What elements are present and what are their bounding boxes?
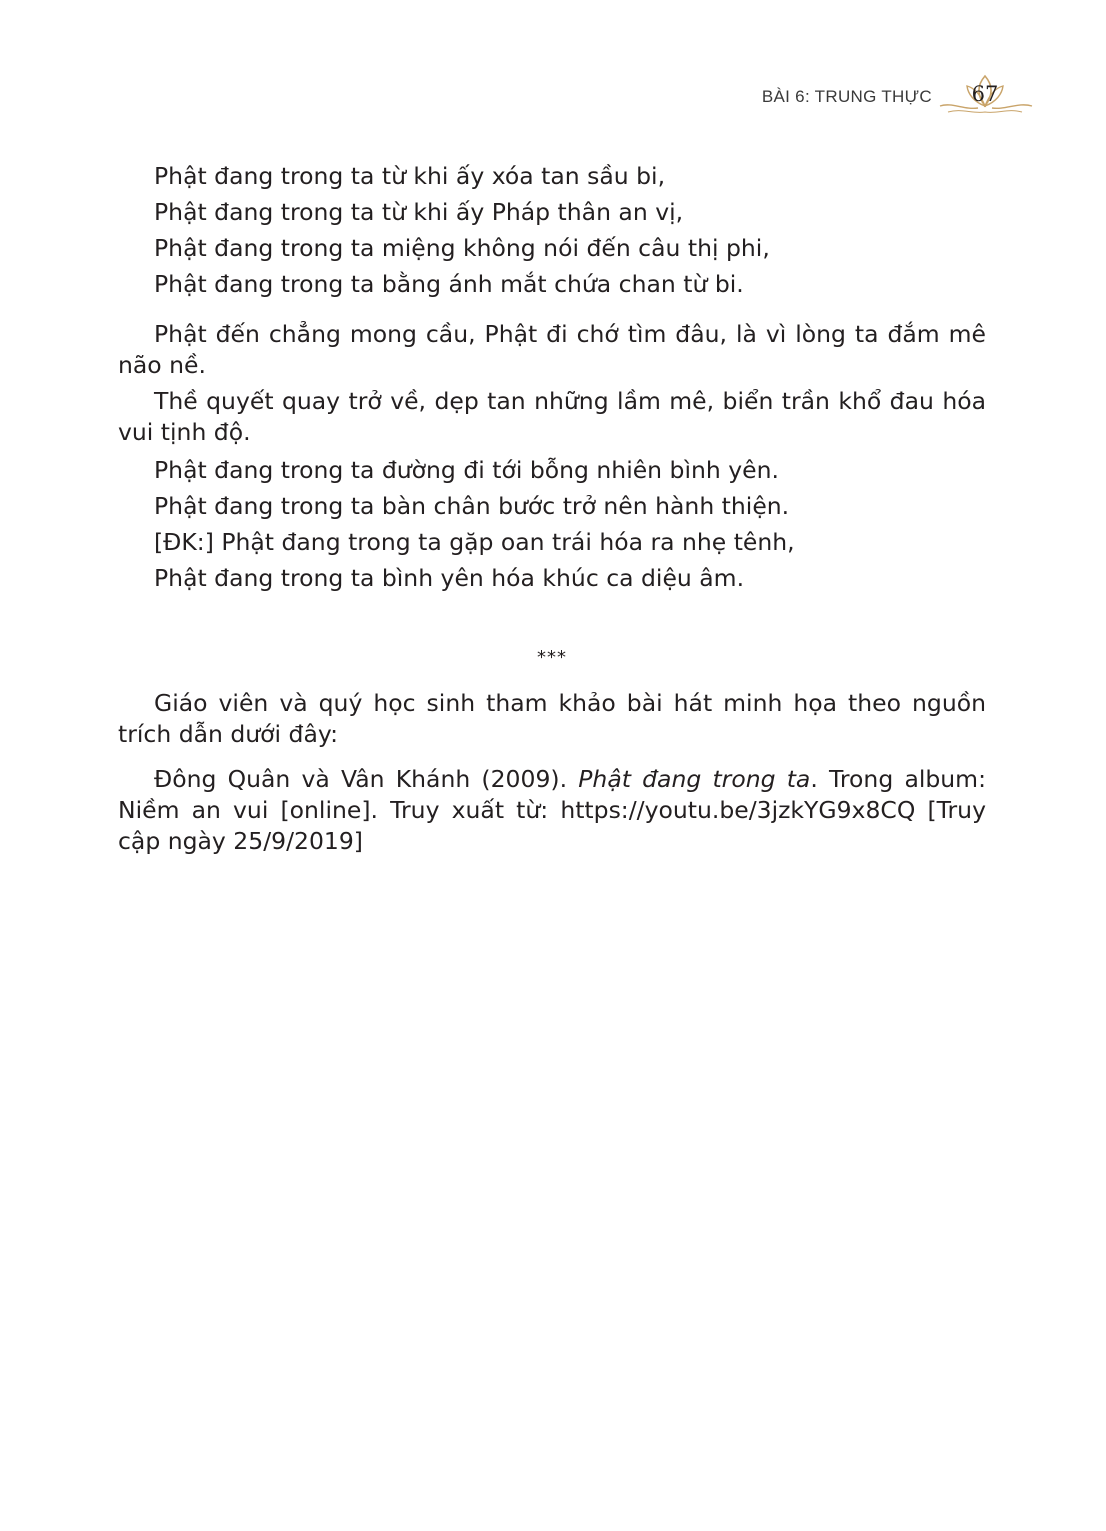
lyric-line: Phật đang trong ta bình yên hóa khúc ca diệu âm.: [154, 564, 745, 592]
chorus-line: [ĐK:] Phật đang trong ta gặp oan trái hóa ra nhẹ tênh,: [154, 528, 795, 556]
lyric-paragraph: Thề quyết quay trở về, dẹp tan những lầm mê, biển trần khổ đau hóa vui tịnh độ.: [118, 387, 986, 446]
citation-details: . Trong album: Niềm an vui [online]. Truy xuất từ: https://youtu.be/3jzkYG9x8CQ [Truy cập ngày 25/9/2019]: [118, 765, 986, 855]
page-header: [762, 72, 1034, 116]
lyric-line: Phật đang trong ta bằng ánh mắt chứa chan từ bi.: [154, 270, 744, 298]
reference-citation: [118, 764, 986, 857]
lyric-line: Phật đang trong ta từ khi ấy Pháp thân an vị,: [154, 198, 684, 226]
reference-intro: Giáo viên và quý học sinh tham khảo bài hát minh họa theo nguồn trích dẫn dưới đây:: [118, 689, 986, 748]
chapter-title: BÀI 6: TRUNG THỰC: [761, 87, 932, 106]
page-number-ornament: [938, 72, 1034, 116]
lyric-line: Phật đang trong ta đường đi tới bỗng nhiên bình yên.: [154, 456, 779, 484]
lyrics-stanza-1: [118, 158, 986, 302]
page-content: [118, 158, 986, 857]
lyric-paragraph: Phật đến chẳng mong cầu, Phật đi chớ tìm đâu, là vì lòng ta đắm mê não nề.: [118, 320, 986, 379]
lyric-line: Phật đang trong ta từ khi ấy xóa tan sầu bi,: [154, 162, 666, 190]
lyrics-stanza-2: [118, 319, 986, 596]
lyric-line: Phật đang trong ta bàn chân bước trở nên hành thiện.: [154, 492, 790, 520]
lyric-line: Phật đang trong ta miệng không nói đến câu thị phi,: [154, 234, 770, 262]
section-separator: ***: [537, 647, 567, 668]
page-number: 67: [971, 82, 999, 106]
citation-authors: Đông Quân và Vân Khánh (2009).: [154, 765, 579, 793]
citation-song-title: Phật đang trong ta: [578, 765, 811, 793]
